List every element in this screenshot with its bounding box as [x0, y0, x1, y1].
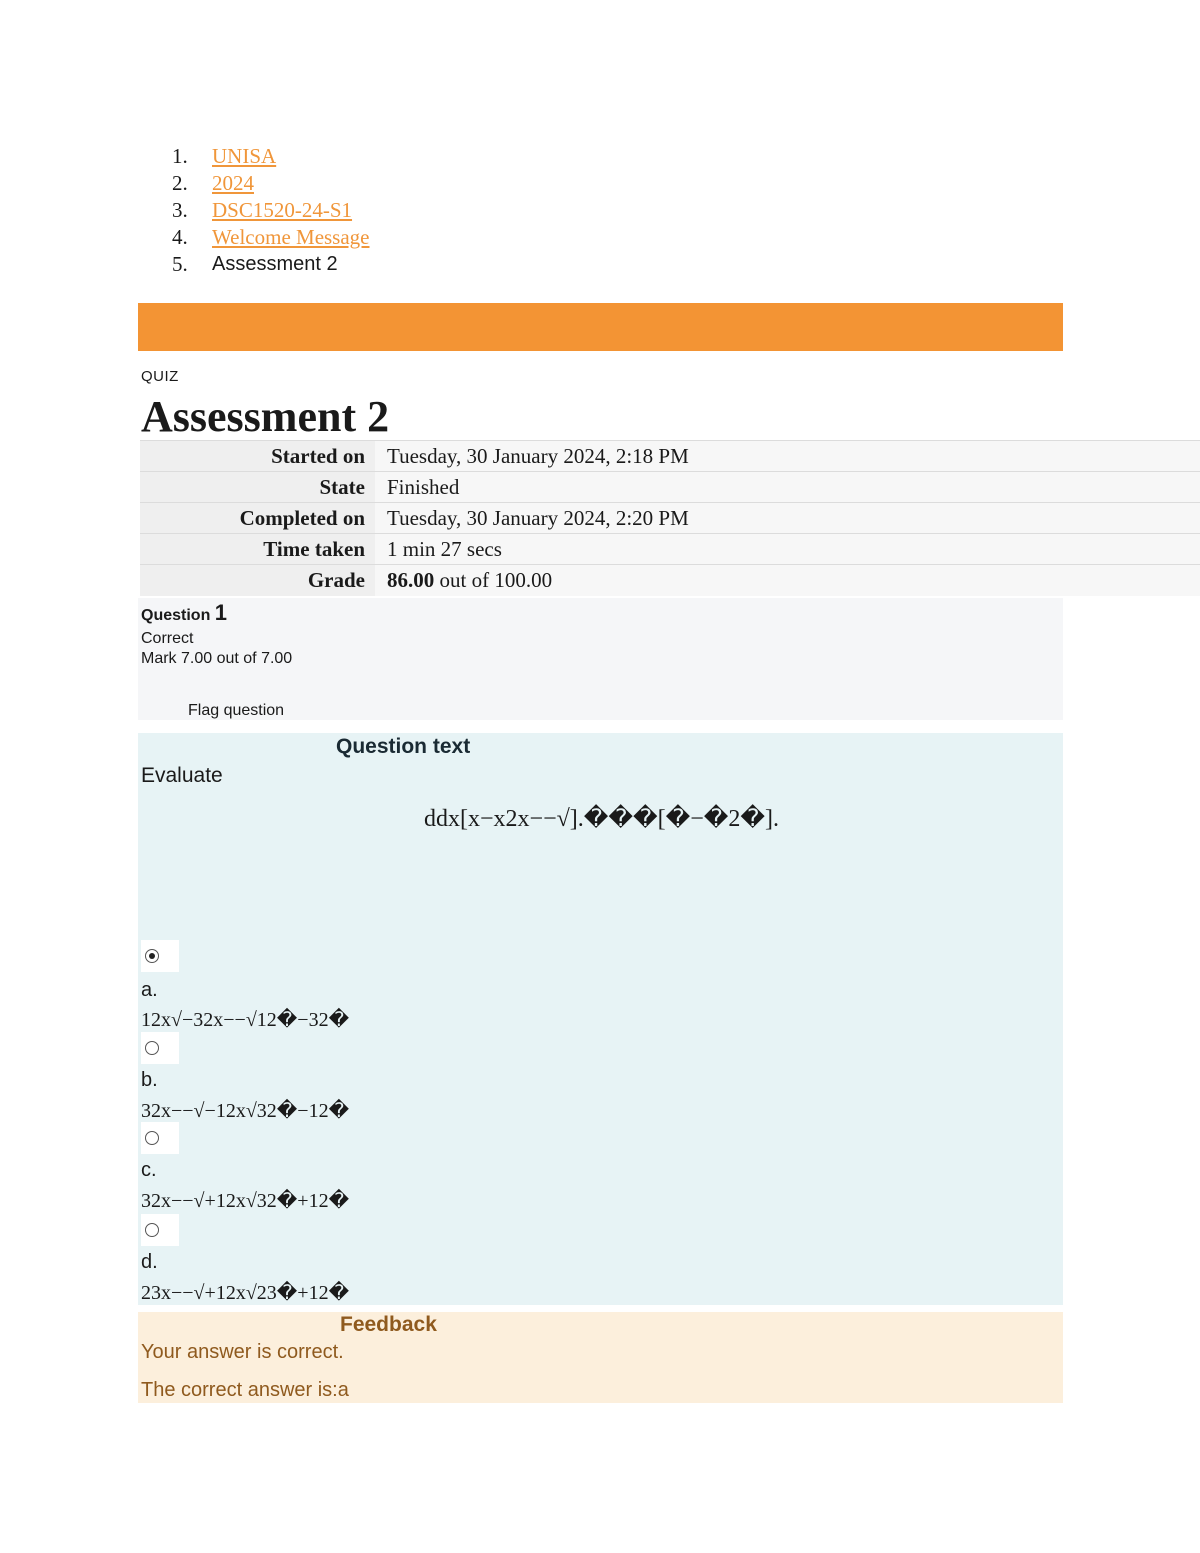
grade-value [375, 565, 1200, 596]
table-row [140, 441, 1200, 472]
grade-label: Grade [140, 565, 375, 596]
breadcrumb-link-course[interactable]: DSC1520-24-S1 [212, 198, 353, 222]
table-row [140, 534, 1200, 565]
question-number: Question 1 [141, 600, 228, 625]
breadcrumb-item: 1. UNISA [172, 144, 277, 168]
breadcrumb-item: 3. DSC1520-24-S1 [172, 198, 353, 222]
question-info-panel [138, 598, 1063, 720]
feedback-correct-answer: The correct answer is:a [141, 1379, 349, 1401]
time-taken-label: Time taken [140, 534, 375, 565]
breadcrumb-item: 4. Welcome Message [172, 225, 370, 249]
table-row [140, 472, 1200, 503]
option-a-letter: a. [141, 979, 158, 1001]
breadcrumb-link-2024[interactable]: 2024 [212, 171, 254, 195]
started-value: Tuesday, 30 January 2024, 2:18 PM [375, 441, 1200, 472]
completed-label: Completed on [140, 503, 375, 534]
option-c-radio-box[interactable] [141, 1122, 179, 1154]
table-row [140, 503, 1200, 534]
page-title: Assessment 2 [141, 392, 390, 441]
table-row [140, 565, 1200, 596]
attempt-summary-table [140, 440, 1200, 596]
option-c-radio[interactable] [145, 1131, 159, 1145]
flag-question-button[interactable]: Flag question [188, 702, 285, 719]
option-a-radio-box[interactable] [141, 940, 179, 972]
question-formula: ddx[x−x2x−−√].���[�−�2�]. [424, 806, 779, 832]
breadcrumb-item: 2. 2024 [172, 171, 254, 195]
completed-value: Tuesday, 30 January 2024, 2:20 PM [375, 503, 1200, 534]
question-mark: Mark 7.00 out of 7.00 [141, 650, 293, 667]
option-c-text[interactable]: 32x−−√+12x√32�+12� [141, 1190, 350, 1212]
state-label: State [140, 472, 375, 503]
option-a-text[interactable]: 12x√−32x−−√12�−32� [141, 1009, 350, 1031]
feedback-heading: Feedback [340, 1313, 437, 1336]
option-c-letter: c. [141, 1159, 157, 1181]
breadcrumb-link-welcome[interactable]: Welcome Message [212, 225, 370, 249]
grade-score: 86.00 [387, 567, 435, 592]
started-label: Started on [140, 441, 375, 472]
option-b-radio[interactable] [145, 1041, 159, 1055]
quiz-label: QUIZ [141, 368, 179, 385]
breadcrumb [172, 143, 370, 278]
option-d-radio-box[interactable] [141, 1214, 179, 1246]
breadcrumb-item: 5. Assessment 2 [172, 252, 338, 276]
option-d-text[interactable]: 23x−−√+12x√23�+12� [141, 1282, 350, 1304]
option-a-radio[interactable] [145, 949, 159, 963]
question-prompt: Evaluate [141, 764, 223, 787]
option-d-radio[interactable] [145, 1223, 159, 1237]
option-b-letter: b. [141, 1069, 158, 1091]
breadcrumb-current: Assessment 2 [212, 253, 338, 275]
header-bar [138, 303, 1063, 351]
time-taken-value: 1 min 27 secs [375, 534, 1200, 565]
option-b-text[interactable]: 32x−−√−12x√32�−12� [141, 1100, 350, 1122]
option-d-letter: d. [141, 1251, 158, 1273]
question-state: Correct [141, 630, 194, 647]
state-value: Finished [375, 472, 1200, 503]
feedback-result: Your answer is correct. [141, 1341, 344, 1363]
question-text-heading: Question text [336, 735, 471, 758]
breadcrumb-link-unisa[interactable]: UNISA [212, 144, 277, 168]
grade-total: out of 100.00 [434, 567, 553, 592]
option-b-radio-box[interactable] [141, 1032, 179, 1064]
